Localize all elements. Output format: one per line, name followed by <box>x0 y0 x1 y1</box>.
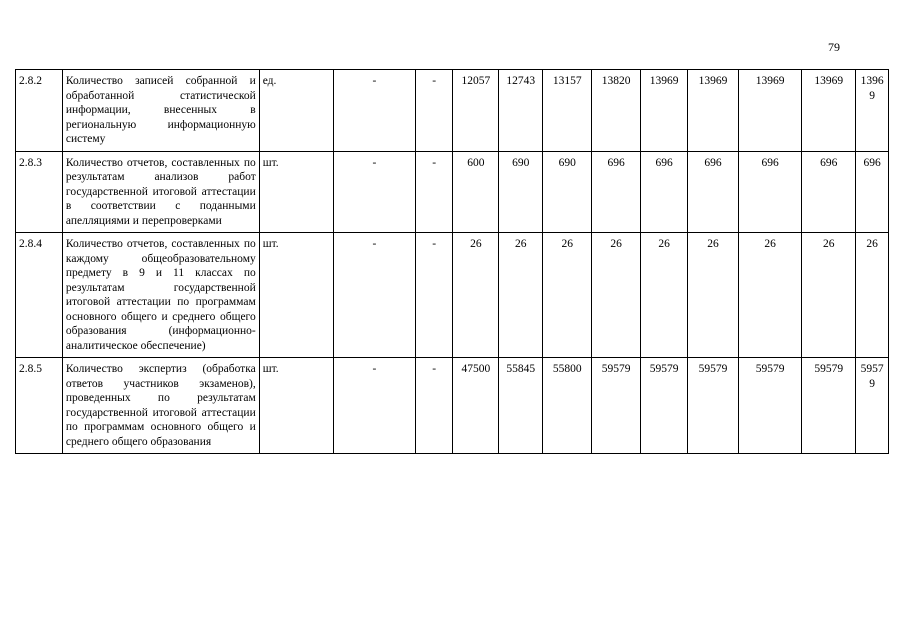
row-description: Количество экспертиз (обработка ответов участников экзаменов), проведенных по результатам государственной итоговой аттестации по программам основного общего и среднего общего образования <box>62 358 259 454</box>
row-value: 59579 <box>641 358 688 454</box>
row-value: 13157 <box>543 70 592 152</box>
row-col2: - <box>415 233 453 358</box>
row-description: Количество записей собранной и обработанной статистической информации, внесенных в региональную информационную систему <box>62 70 259 152</box>
table-row <box>16 233 889 358</box>
row-value: 13969 <box>739 70 802 152</box>
row-number: 2.8.3 <box>16 151 63 233</box>
row-value: 26 <box>453 233 499 358</box>
row-value: 600 <box>453 151 499 233</box>
row-number: 2.8.2 <box>16 70 63 152</box>
row-number: 2.8.5 <box>16 358 63 454</box>
page-number: 79 <box>828 40 840 54</box>
row-value: 26 <box>543 233 592 358</box>
row-value: 13969 <box>802 70 856 152</box>
row-col1: - <box>334 151 416 233</box>
row-value: 13969 <box>856 70 889 152</box>
row-unit: шт. <box>259 358 333 454</box>
row-value: 26 <box>592 233 641 358</box>
row-col2: - <box>415 151 453 233</box>
row-value: 26 <box>739 233 802 358</box>
row-value: 696 <box>802 151 856 233</box>
row-value: 13969 <box>688 70 739 152</box>
row-value: 26 <box>641 233 688 358</box>
row-value: 696 <box>641 151 688 233</box>
row-col2: - <box>415 70 453 152</box>
row-description: Количество отчетов, составленных по результатам анализов работ государственной итоговой аттестации в соответствии с поданными апелляциями и перепроверками <box>62 151 259 233</box>
row-number: 2.8.4 <box>16 233 63 358</box>
row-value: 59579 <box>688 358 739 454</box>
table-row <box>16 151 889 233</box>
row-value: 59579 <box>856 358 889 454</box>
table-row <box>16 358 889 454</box>
row-value: 13969 <box>641 70 688 152</box>
row-value: 26 <box>499 233 543 358</box>
row-col1: - <box>334 358 416 454</box>
row-value: 26 <box>688 233 739 358</box>
row-value: 12057 <box>453 70 499 152</box>
row-value: 59579 <box>802 358 856 454</box>
row-unit: ед. <box>259 70 333 152</box>
row-value: 55800 <box>543 358 592 454</box>
row-unit: шт. <box>259 151 333 233</box>
row-value: 26 <box>802 233 856 358</box>
row-value: 696 <box>739 151 802 233</box>
table-row <box>16 70 889 152</box>
row-value: 59579 <box>592 358 641 454</box>
row-value: 47500 <box>453 358 499 454</box>
row-value: 690 <box>499 151 543 233</box>
indicator-table <box>15 69 889 454</box>
row-description: Количество отчетов, составленных по каждому общеобразовательному предмету в 9 и 11 классах по результатам государственной итоговой аттестации по программам основного общего и среднего общего образования (информационно-аналитическое обеспечение) <box>62 233 259 358</box>
row-value: 26 <box>856 233 889 358</box>
row-value: 696 <box>592 151 641 233</box>
row-value: 13820 <box>592 70 641 152</box>
row-col2: - <box>415 358 453 454</box>
row-col1: - <box>334 233 416 358</box>
row-value: 696 <box>688 151 739 233</box>
row-unit: шт. <box>259 233 333 358</box>
row-col1: - <box>334 70 416 152</box>
row-value: 690 <box>543 151 592 233</box>
row-value: 696 <box>856 151 889 233</box>
row-value: 55845 <box>499 358 543 454</box>
row-value: 59579 <box>739 358 802 454</box>
row-value: 12743 <box>499 70 543 152</box>
